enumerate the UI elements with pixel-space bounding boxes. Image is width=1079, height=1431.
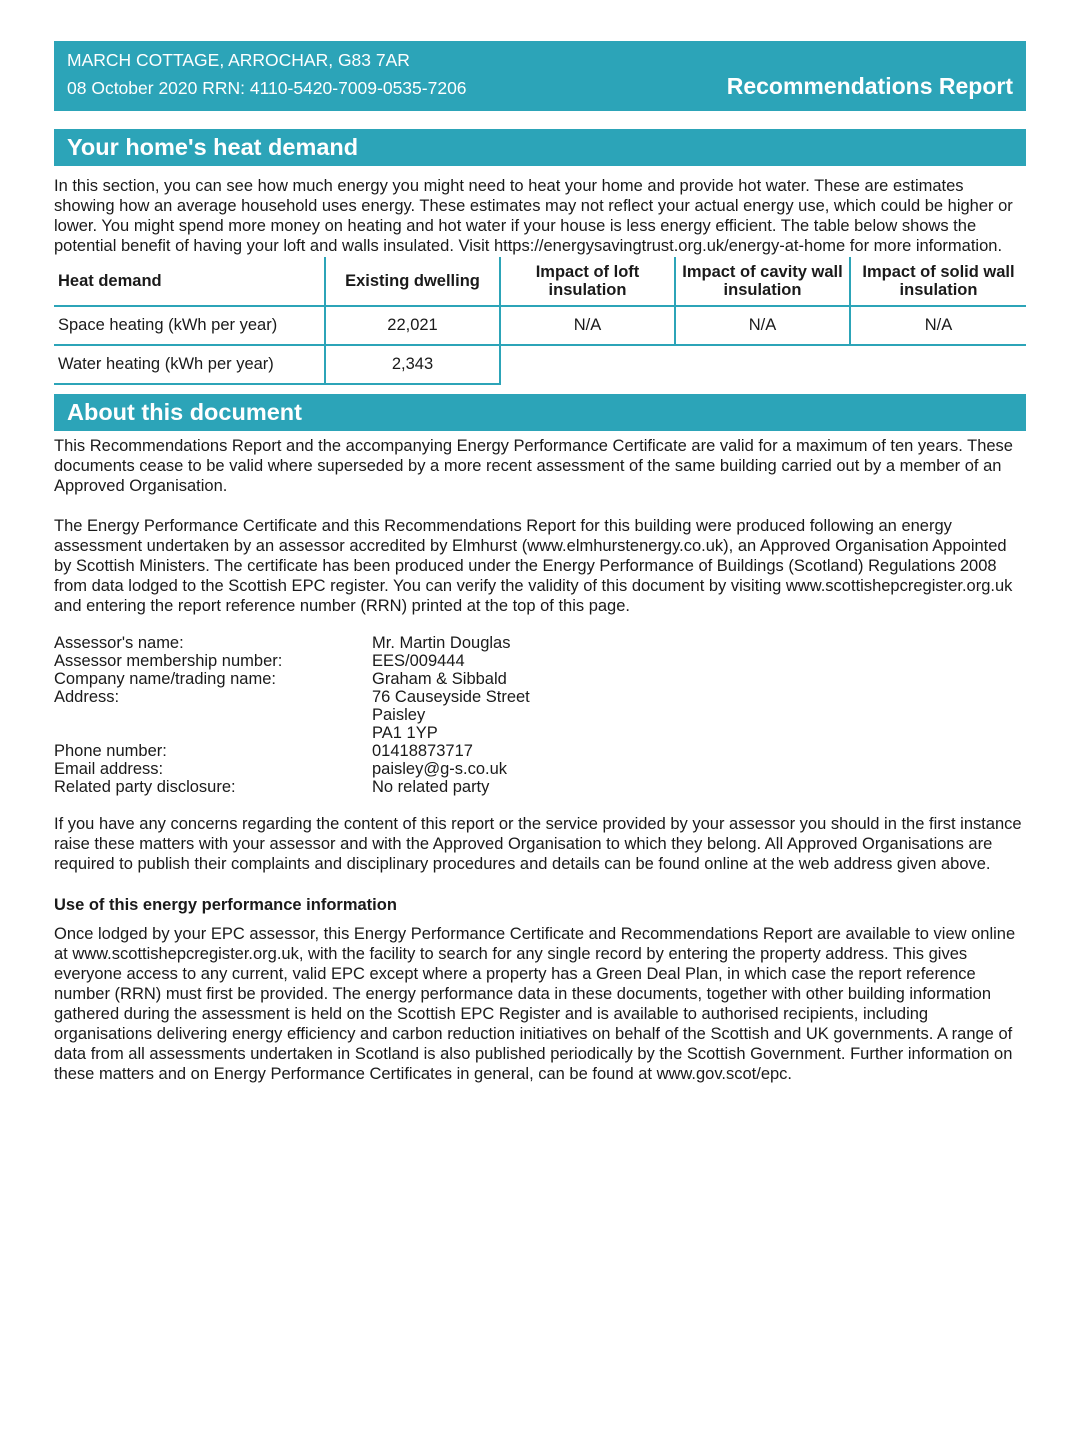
- disclosure-label: Related party disclosure:: [54, 778, 236, 796]
- date-and-rrn: 08 October 2020 RRN: 4110-5420-7009-0535-7206: [67, 78, 467, 98]
- heat-demand-intro: In this section, you can see how much energy you might need to heat your home and provide hot water. These are estimates showing how an average household uses energy. These estimates may not reflect your actual energy use, which could be higher or lower. You might spend more money on heating and hot water if your house is less energy efficient. The table below shows the potential benefit of having your loft and walls insulated. Visit https://energysavingtrust.org.uk/energy-at-home for more information.: [54, 177, 1013, 255]
- heat-demand-table: [54, 257, 1026, 385]
- row-label: Water heating (kWh per year): [54, 345, 325, 384]
- property-address: MARCH COTTAGE, ARROCHAR, G83 7AR: [67, 50, 410, 70]
- column-header: Impact of cavity wall insulation: [675, 257, 850, 306]
- cavity-value: N/A: [675, 306, 850, 345]
- address-line: 76 Causeyside Street: [372, 688, 530, 706]
- company-name: Graham & Sibbald: [372, 670, 507, 688]
- column-header: Existing dwelling: [325, 257, 500, 306]
- table-row: [54, 306, 1026, 345]
- address-label: Address:: [54, 688, 120, 706]
- about-paragraph-validity: This Recommendations Report and the accompanying Energy Performance Certificate are valid for a maximum of ten years. These documents cease to be valid where superseded by a more recent assessment of the same building carried out by a member of an Approved Organisation.: [54, 437, 1013, 495]
- address-line: Paisley: [372, 706, 426, 724]
- existing-value: 2,343: [325, 345, 500, 384]
- table-row: [54, 345, 1026, 384]
- loft-value: N/A: [500, 306, 675, 345]
- existing-value: 22,021: [325, 306, 500, 345]
- phone-label: Phone number:: [54, 742, 167, 760]
- report-page: [54, 41, 1026, 1084]
- about-paragraph-assessment: The Energy Performance Certificate and this Recommendations Report for this building were produced following an energy assessment undertaken by an assessor accredited by Elmhurst (www.elmhurstenergy.co.uk), an Approved Organisation Appointed by Scottish Ministers. The certificate has been produced under the Energy Performance of Buildings (Scotland) Regulations 2008 from data lodged to the Scottish EPC register. You can verify the validity of this document by visiting www.scottishepcregister.org.uk and entering the report reference number (RRN) printed at the top of this page.: [54, 517, 1013, 615]
- solid-value: N/A: [850, 306, 1026, 345]
- report-title: Recommendations Report: [726, 73, 1013, 99]
- about-section-title: About this document: [54, 394, 1026, 431]
- address-line: PA1 1YP: [372, 724, 438, 742]
- heat-demand-section-title: Your home's heat demand: [54, 129, 1026, 166]
- column-header: Impact of loft insulation: [500, 257, 675, 306]
- email-address: paisley@g-s.co.uk: [372, 760, 508, 778]
- phone-number: 01418873717: [372, 742, 473, 760]
- column-header: Impact of solid wall insulation: [850, 257, 1026, 306]
- use-info-heading: Use of this energy performance information: [54, 896, 397, 914]
- column-header: Heat demand: [54, 257, 325, 306]
- disclosure-value: No related party: [372, 778, 490, 796]
- email-label: Email address:: [54, 760, 164, 778]
- table-header-row: [54, 257, 1026, 306]
- use-info-paragraph: Once lodged by your EPC assessor, this Energy Performance Certificate and Recommendations Report are available to view online at www.scottishepcregister.org.uk, with the facility to search for any single record by entering the property address. This gives everyone access to any current, valid EPC except where a property has a Green Deal Plan, in which case the report reference number (RRN) must first be provided. The energy performance data in these documents, together with other building information gathered during the assessment is held on the Scottish EPC Register and is available to authorised recipients, including organisations delivering energy efficiency and carbon reduction initiatives on behalf of the Scottish and UK governments. A range of data from all assessments undertaken in Scotland is also published periodically by the Scottish Government. Further information on these matters and on Energy Performance Certificates in general, can be found at www.gov.scot/epc.: [54, 925, 1016, 1083]
- membership-number: EES/009444: [372, 652, 465, 670]
- assessor-name: Mr. Martin Douglas: [372, 634, 511, 652]
- report-header-banner: [54, 41, 1026, 111]
- assessor-details: [54, 634, 1026, 796]
- membership-label: Assessor membership number:: [54, 652, 283, 670]
- assessor-name-label: Assessor's name:: [54, 634, 184, 652]
- row-label: Space heating (kWh per year): [54, 306, 325, 345]
- company-label: Company name/trading name:: [54, 670, 276, 688]
- about-paragraph-concerns: If you have any concerns regarding the content of this report or the service provided by your assessor you should in the first instance raise these matters with your assessor and with the Approved Organisation to which they belong. All Approved Organisations are required to publish their complaints and disciplinary procedures and details can be found online at the web address given above.: [54, 815, 1022, 873]
